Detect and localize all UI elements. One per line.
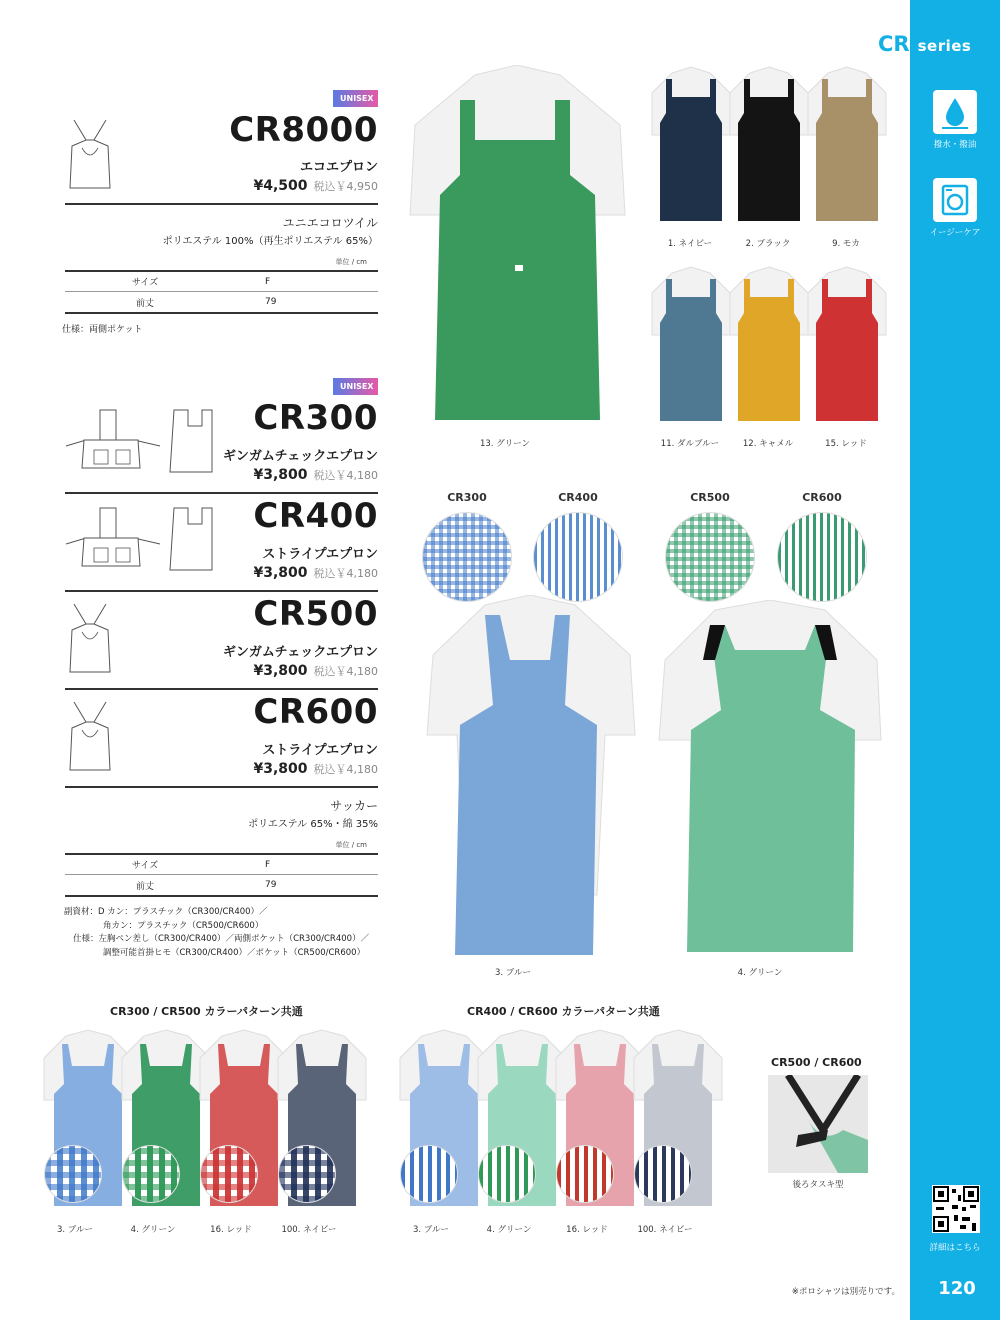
pattern-caption: 100. ネイビー xyxy=(637,1225,693,1235)
pattern-swatch xyxy=(634,1145,692,1203)
fabric-cr-group: サッカー xyxy=(330,799,378,813)
spec-header-size: サイズ xyxy=(131,278,159,288)
spec-row xyxy=(65,875,378,897)
qr-label: 詳細はこちら xyxy=(929,1243,981,1253)
pattern-caption: 4. グリーン xyxy=(130,1225,176,1235)
spec-header-size: サイズ xyxy=(131,861,159,871)
spec-table-cr8000 xyxy=(65,270,378,314)
back-view-photo xyxy=(768,1075,868,1173)
cr8000-main-photo xyxy=(405,65,630,435)
cr8000-color-photo xyxy=(806,65,888,225)
footnote: ※ポロシャツは別売りです。 xyxy=(791,1287,900,1297)
unisex-badge-cr300: UNISEX xyxy=(333,378,378,395)
material-cr-group: ポリエステル 65%・綿 35% xyxy=(248,819,378,830)
note-cr8000: 仕様：両側ポケット xyxy=(62,325,143,335)
fabric-swatch-1 xyxy=(533,512,623,602)
name-cr400: ストライプエプロン xyxy=(262,547,378,562)
name-cr500: ギンガムチェックエプロン xyxy=(223,645,378,660)
notes-cr-group xyxy=(64,906,394,960)
spec-value: 79 xyxy=(265,880,277,890)
note-line: 調整可能首掛ヒモ（CR300/CR400）／ポケット（CR500/CR600） xyxy=(103,947,366,958)
caption-cr8000-main: 13. グリーン xyxy=(479,439,531,449)
washing-machine-icon xyxy=(933,178,977,222)
series-cr-text: CR xyxy=(878,32,910,56)
caption-color-1: 2. ブラック xyxy=(745,239,791,249)
pattern-swatch xyxy=(200,1145,258,1203)
model-cr300: CR300 xyxy=(253,398,378,438)
price-value: ¥3,800 xyxy=(253,663,308,679)
back-view-title: CR500 / CR600 xyxy=(771,1056,862,1069)
divider xyxy=(65,203,378,205)
spec-header-row xyxy=(65,270,378,292)
page-number: 120 xyxy=(938,1278,976,1299)
feature-easy-care xyxy=(910,178,1000,238)
price-value: ¥3,800 xyxy=(253,467,308,483)
price-cr600 xyxy=(150,761,378,777)
feature-label-water: 撥水・撥油 xyxy=(933,140,977,150)
caption-big-blue: 3. ブルー xyxy=(495,968,531,978)
name-cr8000: エコエプロン xyxy=(299,160,378,175)
swatch-label-3: CR600 xyxy=(802,491,842,504)
pattern-caption: 100. ネイビー xyxy=(281,1225,337,1235)
water-drop-icon xyxy=(933,90,977,134)
name-cr600: ストライプエプロン xyxy=(262,743,378,758)
spec-header-row xyxy=(65,853,378,875)
cr8000-color-photo xyxy=(728,65,810,225)
pattern-swatch xyxy=(278,1145,336,1203)
price-value: ¥3,800 xyxy=(253,565,308,581)
spec-key: 前丈 xyxy=(135,298,154,309)
price-value: ¥4,500 xyxy=(253,178,308,194)
photo-cr300-blue xyxy=(425,595,640,965)
pattern-caption: 16. レッド xyxy=(210,1225,252,1235)
price-value: ¥3,800 xyxy=(253,761,308,777)
spec-header-value: F xyxy=(265,276,271,287)
pattern-caption: 3. ブルー xyxy=(413,1225,449,1235)
pattern-swatch xyxy=(478,1145,536,1203)
apron-sketch-cr8000 xyxy=(64,118,116,192)
pattern-swatch xyxy=(556,1145,614,1203)
pattern-caption: 16. レッド xyxy=(566,1225,608,1235)
note-line: 角カン：プラスチック（CR500/CR600） xyxy=(103,920,264,931)
series-word-text: series xyxy=(917,37,972,55)
unit-cr8000: 単位 / cm xyxy=(335,258,367,266)
cr8000-color-photo xyxy=(806,265,888,425)
pattern-swatch xyxy=(400,1145,458,1203)
series-title xyxy=(878,32,998,56)
back-view-label: 後ろタスキ型 xyxy=(792,1180,844,1190)
fabric-swatch-0 xyxy=(422,512,512,602)
price-tax: 税込￥4,180 xyxy=(313,567,378,580)
qr-code[interactable] xyxy=(932,1185,980,1233)
price-cr8000 xyxy=(150,178,378,194)
feature-water-repellent xyxy=(910,90,1000,150)
caption-color-4: 12. キャメル xyxy=(742,439,794,449)
caption-color-0: 1. ネイビー xyxy=(667,239,713,249)
price-cr400 xyxy=(150,565,378,581)
cr8000-color-photo xyxy=(650,65,732,225)
spec-table-cr-group xyxy=(65,853,378,897)
photo-cr500-green xyxy=(655,600,885,960)
caption-color-2: 9. モカ xyxy=(832,239,860,249)
fabric-swatch-2 xyxy=(665,512,755,602)
price-tax: 税込￥4,950 xyxy=(313,180,378,193)
spec-key: 前丈 xyxy=(135,881,154,892)
caption-color-5: 15. レッド xyxy=(825,439,867,449)
apron-sketch-cr600 xyxy=(64,700,116,774)
spec-value: 79 xyxy=(265,297,277,307)
section-title-cr300-cr500: CR300 / CR500 カラーパターン共通 xyxy=(110,1005,303,1018)
spec-row xyxy=(65,292,378,314)
material-cr8000: ポリエステル 100%（再生ポリエステル 65%） xyxy=(162,236,378,247)
swatch-label-2: CR500 xyxy=(690,491,730,504)
price-tax: 税込￥4,180 xyxy=(313,469,378,482)
model-cr600: CR600 xyxy=(253,692,378,732)
pattern-caption: 4. グリーン xyxy=(486,1225,532,1235)
price-tax: 税込￥4,180 xyxy=(313,763,378,776)
pattern-swatch xyxy=(122,1145,180,1203)
price-cr500 xyxy=(150,663,378,679)
price-cr300 xyxy=(150,467,378,483)
pattern-swatch xyxy=(44,1145,102,1203)
divider xyxy=(65,492,378,494)
spec-header-value: F xyxy=(265,859,271,870)
divider xyxy=(65,688,378,690)
name-cr300: ギンガムチェックエプロン xyxy=(223,449,378,464)
caption-color-3: 11. ダルブルー xyxy=(660,439,720,449)
divider xyxy=(65,590,378,592)
cr8000-color-photo xyxy=(728,265,810,425)
pattern-caption: 3. ブルー xyxy=(57,1225,93,1235)
cr8000-color-photo xyxy=(650,265,732,425)
feature-label-easycare: イージーケア xyxy=(929,228,981,238)
note-line: 仕様：左胸ペン差し（CR300/CR400）／両側ポケット（CR300/CR400）／ xyxy=(73,934,370,944)
apron-sketch-cr500 xyxy=(64,602,116,676)
model-cr400: CR400 xyxy=(253,496,378,536)
unisex-badge: UNISEX xyxy=(333,90,378,107)
divider xyxy=(65,786,378,788)
caption-big-green: 4. グリーン xyxy=(737,968,783,978)
swatch-label-0: CR300 xyxy=(447,491,487,504)
fabric-cr8000: ユニエコロツイル xyxy=(282,216,378,230)
note-line: 副資材：D カン：プラスチック（CR300/CR400）／ xyxy=(64,907,268,917)
fabric-swatch-3 xyxy=(777,512,867,602)
unit-cr-group: 単位 / cm xyxy=(335,841,367,849)
swatch-label-1: CR400 xyxy=(558,491,598,504)
model-cr500: CR500 xyxy=(253,594,378,634)
model-cr8000: CR8000 xyxy=(229,110,378,150)
price-tax: 税込￥4,180 xyxy=(313,665,378,678)
section-title-cr400-cr600: CR400 / CR600 カラーパターン共通 xyxy=(467,1005,660,1018)
